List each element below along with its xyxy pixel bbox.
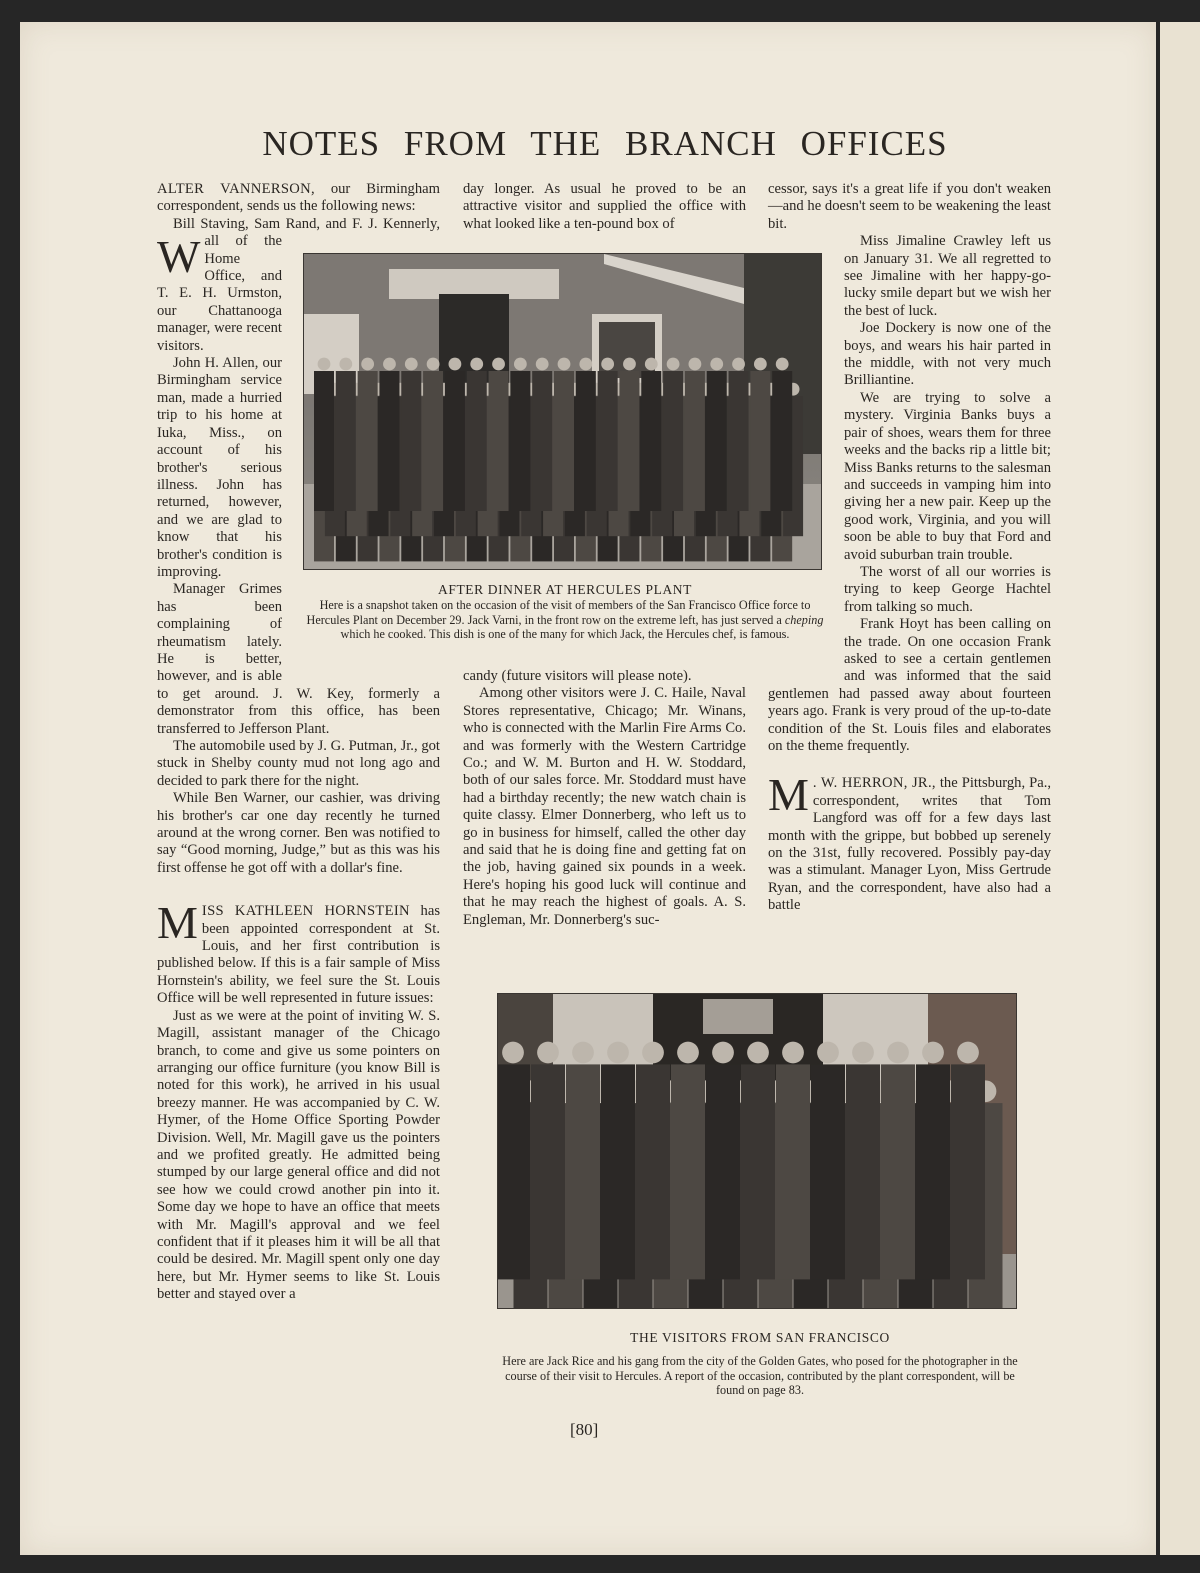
person-head (689, 358, 702, 371)
photo2-caption: Here are Jack Rice and his gang from the city of the Golden Gates, who posed for the photographer in the course of their visit to Hercules. A report of the occasion, contributed by the plant correspondent, will be found on page 83. (502, 1354, 1018, 1398)
person-figure (846, 1064, 880, 1279)
person-head (747, 1042, 769, 1064)
person-head (957, 1042, 979, 1064)
paragraph: day longer. As usual he proved to be an attractive visitor and supplied the office with what looked like a ten-pound box of (463, 181, 746, 232)
person-figure (467, 371, 487, 511)
person-figure (671, 1064, 705, 1279)
page-title: NOTES FROM THE BRANCH OFFICES (262, 124, 948, 163)
person-head (852, 1042, 874, 1064)
birmingham-intro: W ALTER VANNERSON, our Birmingham correspondent, sends us the following news: (157, 181, 440, 282)
person-head (318, 358, 331, 371)
person-figure (741, 1064, 775, 1279)
person-head (514, 358, 527, 371)
paragraph: Frank Hoyt has been calling on the trade. On one occasion Frank asked to see a certain gentlemen and was informed that the said gentlemen had passed away about fourteen years ago. Frank is very proud of the up-to-date condition of the St. Louis files and elaborates on the theme frequently. (768, 616, 1051, 754)
photo-hercules-plant-group (303, 253, 822, 570)
person-figure (336, 371, 356, 511)
person-head (405, 358, 418, 371)
person-head (536, 358, 549, 371)
paragraph: The automobile used by J. G. Putman, Jr., got stuck in Shelby county mud not long ago and decided to park there for the night. (157, 738, 440, 789)
middle-column-bottom (463, 668, 746, 929)
person-figure (916, 1064, 950, 1279)
person-head (537, 1042, 559, 1064)
person-head (502, 1042, 524, 1064)
person-head (572, 1042, 594, 1064)
pittsburgh-intro: M . W. HERRON, JR., the Pittsburgh, Pa., correspondent, writes that Tom Langford was off for a few days last month with the grippe, but bobbed up serenely on the 31st, fully recovered. Possibly pay-day was a stimulant. Manager Lyon, Miss Gertrude Ryan, and the correspondent, have also had a battle (768, 769, 1051, 914)
paragraph: Bill Staving, Sam Rand, and F. J. Kennerly, all of the Home Office, and T. E. H. Urmston, our Chattanooga manager, were recent visitors. (157, 215, 440, 354)
person-figure (881, 1064, 915, 1279)
paragraph: John H. Allen, our Birmingham service man, made a hurried trip to his home at Iuka, Miss., on account of his brother's serious illness. John has returned, however, and we are glad to know that his brother's condition is improving. (157, 355, 282, 580)
person-figure (729, 371, 749, 511)
person-head (623, 358, 636, 371)
middle-column-top (463, 181, 746, 233)
paragraph: While Ben Warner, our cashier, was driving his brother's car one day recently he turned around at the wrong corner. Ben was notified to say “Good morning, Judge,” but as this was his first offense he got off with a dollar's fine. (157, 790, 440, 876)
person-head (776, 358, 789, 371)
person-figure (566, 1064, 600, 1279)
person-head (677, 1042, 699, 1064)
photo-san-francisco-visitors (497, 993, 1017, 1309)
person-figure (314, 371, 334, 511)
person-figure (636, 1064, 670, 1279)
drop-cap: W (157, 231, 201, 282)
person-head (558, 358, 571, 371)
person-figure (423, 371, 443, 511)
person-figure (576, 371, 596, 511)
person-head (667, 358, 680, 371)
person-head (712, 1042, 734, 1064)
person-figure (750, 371, 770, 511)
person-head (645, 358, 658, 371)
drop-cap: M (768, 769, 809, 821)
person-figure (531, 1064, 565, 1279)
page-number: [80] (570, 1420, 599, 1439)
person-figure (598, 371, 618, 511)
person-head (732, 358, 745, 371)
person-figure (358, 371, 378, 511)
person-head (427, 358, 440, 371)
person-head (492, 358, 505, 371)
person-head (601, 358, 614, 371)
person-figure (707, 371, 727, 511)
person-head (887, 1042, 909, 1064)
person-figure (554, 371, 574, 511)
person-head (642, 1042, 664, 1064)
drop-cap: M (157, 897, 198, 949)
person-figure (811, 1064, 845, 1279)
photo1-caption-title: AFTER DINNER AT HERCULES PLANT (437, 582, 692, 597)
person-head (361, 358, 374, 371)
st-louis-intro: MISS KATHLEEN HORNSTEIN has been appointed correspondent at St. Louis, and her first contribution is published below. If this is a fair sample of Miss Hornstein's ability, we feel sure the St. Louis Office will be well represented in future issues: (157, 897, 440, 1007)
paragraph: Among other visitors were J. C. Haile, Naval Stores representative, Chicago; Mr. Winans, who is connected with the Marlin Fire Arms Co. and was formerly with the Western Cartridge Co.; and W. M. Burton and H. W. Stoddard, both of our sales force. Mr. Stoddard must have had a birthday recently; the new watch chain is quite classy. Elmer Donnerberg, who left us to go in business for himself, called the other day and said that he is doing fine and getting fat on the job, having gained six pounds in a week. Here's hoping his good luck will continue and that he may reach the highest of goals. A. S. Engleman, Mr. Donnerberg's suc- (463, 685, 746, 928)
adjacent-page-edge (1160, 22, 1200, 1555)
person-head (470, 358, 483, 371)
person-head (579, 358, 592, 371)
person-figure (951, 1064, 985, 1279)
paragraph: Just as we were at the point of inviting W. S. Magill, assistant manager of the Chicago branch, to come and give us some pointers on arranging our office furniture (you know Bill is noted for this work), he arrived in his usual breezy manner. He was accompanied by C. W. Hymer, of the Home Office Sporting Powder Division. Well, Mr. Magill gave us the pointers and we profited greatly. He admitted being stumped by our large general office and did not see how we could crowd another pin into it. Some day we hope to have an office that meets with Mr. Magill's approval and we feel confident that if it pleases him it will be all that could be desired. Mr. Magill spent only one day here, but Mr. Hymer seems to like St. Louis better and stayed over a (157, 1007, 440, 1303)
person-figure (641, 371, 661, 511)
person-figure (772, 371, 792, 511)
photo1-caption: Here is a snapshot taken on the occasion of the visit of members of the San Francisco Office force to Hercules Plant on December 29. Jack Varni, in the front row on the extreme left, has just served a cheping which he cooked. This dish is one of the many for which Jack, the Hercules chef, is famous. (306, 598, 824, 642)
person-head (817, 1042, 839, 1064)
person-head (339, 358, 352, 371)
person-figure (706, 1064, 740, 1279)
person-figure (601, 1064, 635, 1279)
person-head (782, 1042, 804, 1064)
paragraph: We are trying to solve a mystery. Virginia Banks buys a pair of shoes, wears them for three weeks and the backs rip a little bit; Miss Banks returns to the salesman and succeeds in vamping him into giving her a new pair. Keep up the good work, Virginia, and you will soon be able to buy that Ford and avoid suburban train trouble. (844, 389, 1051, 563)
person-head (449, 358, 462, 371)
person-figure (489, 371, 509, 511)
person-figure (685, 371, 705, 511)
paragraph: candy (future visitors will please note). (463, 668, 692, 684)
person-figure (532, 371, 552, 511)
person-head (607, 1042, 629, 1064)
paragraph: The worst of all our worries is trying to keep George Hachtel from talking so much. (844, 563, 1051, 615)
photo2-caption-title: THE VISITORS FROM SAN FRANCISCO (630, 1330, 890, 1345)
person-figure (445, 371, 465, 511)
person-head (754, 358, 767, 371)
person-head (710, 358, 723, 371)
person-figure (776, 1064, 810, 1279)
person-figure (498, 1064, 530, 1279)
person-figure (663, 371, 683, 511)
paragraph: Manager Grimes has been complaining of rheumatism lately. He is better, however, and is able to get around. J. W. Key, formerly a demonstrator from this office, has been transferred to Jefferson Plant. (157, 581, 440, 737)
paragraph: Miss Jimaline Crawley left us on January 31. We all regretted to see Jimaline with her happy-go-lucky smile depart but we wish her the best of luck. (844, 233, 1051, 319)
paragraph: Joe Dockery is now one of the boys, and wears his hair parted in the middle, with not very much Brilliantine. (844, 320, 1051, 389)
person-head (922, 1042, 944, 1064)
person-figure (619, 371, 639, 511)
person-figure (510, 371, 530, 511)
person-figure (379, 371, 399, 511)
person-figure (401, 371, 421, 511)
paragraph: cessor, says it's a great life if you don't weaken—and he doesn't seem to be weakening the least bit. (768, 181, 1051, 232)
person-head (383, 358, 396, 371)
